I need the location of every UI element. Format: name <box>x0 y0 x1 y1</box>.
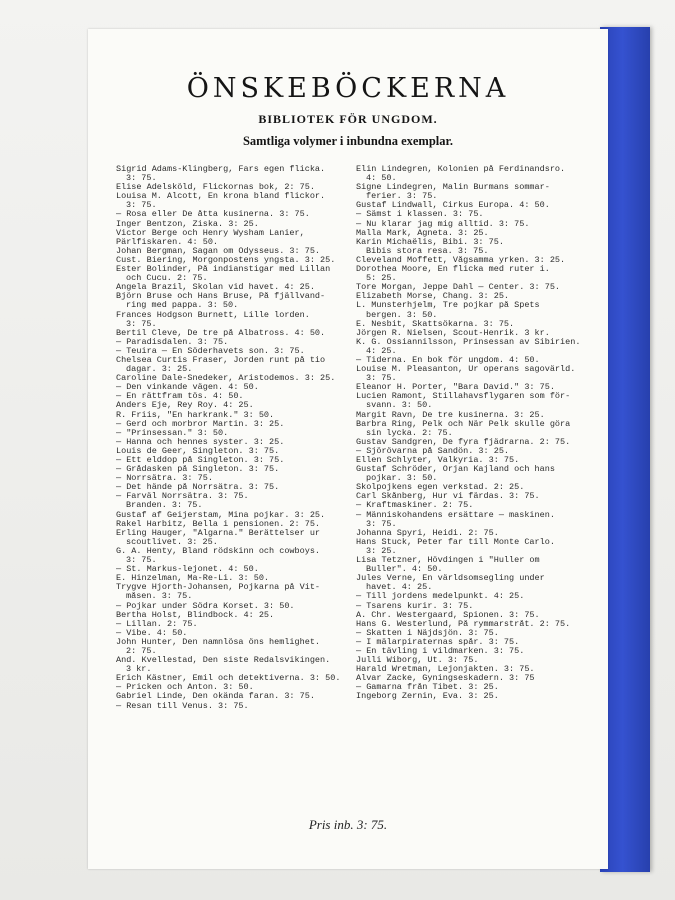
book-list-line: Pärlfiskaren. 4: 50. <box>116 237 219 247</box>
book-list-line: John Hunter, Den namnlösa öns hemlighet. <box>116 637 321 647</box>
book-list-line: måsen. 3: 75. <box>126 592 193 602</box>
book-list-line: Björn Bruse och Hans Bruse, På fjällvand- <box>116 292 326 302</box>
book-list-line: Jörgen R. Nielsen, Scout-Henrik. 3 kr. <box>356 328 550 338</box>
book-list-line: Elizabeth Morse, Chang. 3: 25. <box>356 292 510 302</box>
book-list-line: Carl Skånberg, Hur vi färdas. 3: 75. <box>356 492 540 502</box>
book-list-line: 5: 25. <box>366 274 397 284</box>
book-list-line: E. Nesbit, Skattsökarna. 3: 75. <box>356 319 515 329</box>
book-list-line: Gabriel Linde, Den okända faran. 3: 75. <box>116 692 315 702</box>
book-list-line: — I mälarpiraternas spår. 3: 75. <box>356 637 520 647</box>
book-list-line: — En rättfram tös. 4: 50. <box>116 392 244 402</box>
book-list-line: R. Friis, "En harkrank." 3: 50. <box>116 410 275 420</box>
book-list-line: — Människohandens ersättare — maskinen. <box>356 510 555 520</box>
book-list-left-column <box>116 165 354 711</box>
book-list-line: ring med pappa. 3: 50. <box>126 301 239 311</box>
book-list-line: Rakel Harbitz, Bella i pensionen. 2: 75. <box>116 519 321 529</box>
book-list-line: Bertil Cleve, De tre på Albatross. 4: 50. <box>116 328 326 338</box>
series-tagline: Samtliga volymer i inbundna exemplar. <box>242 134 454 148</box>
book-list-line: — Gamarna från Tibet. 3: 25. <box>356 683 499 693</box>
book-list-line: — En tävling i vildmarken. 3: 75. <box>356 646 525 656</box>
price-label: Pris inb. 3: 75. <box>308 817 388 832</box>
book-list-line: — Hanna och hennes syster. 3: 25. <box>116 437 285 447</box>
book-list-line: Ingeborg Zernin, Eva. 3: 25. <box>356 692 499 702</box>
book-list-line: Erich Kästner, Emil och detektiverna. 3: 50. <box>116 674 341 684</box>
book-list-line: Julli Wiborg, Ut. 3: 75. <box>356 656 479 666</box>
book-list-line: 3: 75. <box>126 556 157 566</box>
book-list-line: Frances Hodgson Burnett, Lille lorden. <box>116 310 310 320</box>
book-list-line: Victor Berge och Henry Wysham Lanier, <box>116 228 305 238</box>
book-list-line: — Lillan. 2: 75. <box>116 619 198 629</box>
book-list-line: Angela Brazil, Skolan vid havet. 4: 25. <box>116 283 315 293</box>
book-list-line: And. Kvellestad, Den siste Redalsvikingen. <box>116 656 331 666</box>
book-list-line: — Tiderna. En bok för ungdom. 4: 50. <box>356 355 540 365</box>
book-list-line: Louis de Geer, Singleton. 3: 75. <box>116 446 280 456</box>
book-list-line: 3: 75. <box>366 374 397 384</box>
book-list-line: — Grådasken på Singleton. 3: 75. <box>116 465 280 475</box>
book-list-line: — Norrsätra. 3: 75. <box>116 474 213 484</box>
book-list-line: och Cucu. 2: 75. <box>126 274 208 284</box>
book-list-line: Gustav Sandgren, De fyra fjädrarna. 2: 75. <box>356 437 571 447</box>
book-list-line: Inger Bentzon, Ziska. 3: 25. <box>116 219 259 229</box>
book-list-line: Caroline Dale-Snedeker, Aristodemos. 3: 25. <box>116 374 336 384</box>
book-list-right-column <box>356 165 594 702</box>
book-list-line: Anders Eje, Rey Roy. 4: 25. <box>116 401 254 411</box>
book-list-line: svann. 3: 50. <box>366 401 433 411</box>
book-list-line: Barbra Ring, Pelk och När Pelk skulle göra <box>356 419 571 429</box>
book-list-line: Bertha Holst, Blindbock. 4: 25. <box>116 610 275 620</box>
book-list-line: Johan Bergman, Sagan om Odysseus. 3: 75. <box>116 246 321 256</box>
book-list-line: Alvar Zacke, Gyningseskadern. 3: 75 <box>356 674 535 684</box>
book-list-line: Gustaf Lindwall, Cirkus Europa. 4: 50. <box>356 201 550 211</box>
book-list-line: dagar. 3: 25. <box>126 365 193 375</box>
book-list-line: — Den vinkande vägen. 4: 50. <box>116 383 259 393</box>
book-list-line: 3: 75. <box>366 519 397 529</box>
series-subtitle: BIBLIOTEK FÖR UNGDOM. <box>258 112 438 126</box>
book-list-line: sin lycka. 2: 75. <box>366 428 453 438</box>
book-list-line: Hans G. Westerlund, På rymmarstråt. 2: 75. <box>356 619 571 629</box>
book-list-line: scoutlivet. 3: 25. <box>126 537 218 547</box>
book-list-line: — Till jordens medelpunkt. 4: 25. <box>356 592 525 602</box>
book-list-line: Harald Wretman, Lejonjakten. 3: 75. <box>356 665 535 675</box>
book-list-line: Elise Adelsköld, Flickornas bok, 2: 75. <box>116 183 315 193</box>
book-list-line: havet. 4: 25. <box>366 583 433 593</box>
series-title: ÖNSKEBÖCKERNA <box>186 73 510 104</box>
book-list-line: Bibis stora resa. 3: 75. <box>366 246 489 256</box>
book-list-line: Lisa Tetzner, Hövdingen i "Huller om <box>356 556 540 566</box>
book-list-line: — Pricken och Anton. 3: 50. <box>116 683 254 693</box>
book-list-line: Elin Lindegren, Kolonien på Ferdinandsro. <box>356 165 566 174</box>
book-list-line: Dorothea Moore, En flicka med ruter i. <box>356 265 550 275</box>
book-list-line: — Det hände på Norrsätra. 3: 75. <box>116 483 280 493</box>
book-list-line: — Sämst i klassen. 3: 75. <box>356 210 484 220</box>
book-list-line: Johanna Spyri, Heidi. 2: 75. <box>356 528 499 538</box>
book-list-line: G. A. Henty, Bland rödskinn och cowboys. <box>116 546 321 556</box>
book-list-line: Lucien Ramont, Stillahavsflygaren som för- <box>356 392 571 402</box>
book-list-line: Sigrid Adams-Klingberg, Fars egen flicka. <box>116 165 326 174</box>
back-cover <box>88 29 608 869</box>
book-list-line: A. Chr. Westergaard, Spionen. 3: 75. <box>356 610 540 620</box>
book-list-line: Hans Stuck, Peter far till Monte Carlo. <box>356 537 555 547</box>
book-list-line: 3 kr. <box>126 665 152 675</box>
book-list-line: Cleveland Moffett, Vågsamma yrken. 3: 25. <box>356 255 566 265</box>
book-list-line: — "Prinsessan." 3: 50. <box>116 428 229 438</box>
book-list-line: Buller". 4: 50. <box>366 565 443 575</box>
book-list-line: Cust. Biering, Morgonpostens yngsta. 3: 25. <box>116 255 336 265</box>
book-list-line: L. Munsterhjelm, Tre pojkar på Spets <box>356 301 540 311</box>
book-list-line: Louisa M. Alcott, En krona bland flickor. <box>116 192 326 202</box>
book-list-line: Erling Hauger, "Algarna." Berättelser ur <box>116 528 321 538</box>
book-list-line: E. Hinzelman, Ma-Re-Li. 3: 50. <box>116 574 270 584</box>
book-list-line: Skolpojkens egen verkstad. 2: 25. <box>356 483 525 493</box>
book-list-line: — Teuira — En Söderhavets son. 3: 75. <box>116 346 305 356</box>
book-list-line: — Paradisdalen. 3: 75. <box>116 337 229 347</box>
book-list-line: 3: 75. <box>126 319 157 329</box>
book-list-line: 4: 25. <box>366 346 397 356</box>
book-list-line: — Nu klarar jag mig alltid. 3: 75. <box>356 219 530 229</box>
book-list-line: Branden. 3: 75. <box>126 501 203 511</box>
book-list-line: Louise M. Pleasanton, Ur operans sagovärld. <box>356 365 576 375</box>
book-list-line: 3: 75. <box>126 201 157 211</box>
book-list-line: — Rosa eller De åtta kusinerna. 3: 75. <box>116 210 310 220</box>
book-list-line: Gustaf af Geijerstam, Mina pojkar. 3: 25. <box>116 510 326 520</box>
book-list-line: — Vibe. 4: 50. <box>116 628 188 638</box>
book-list-line: — St. Markus-lejonet. 4: 50. <box>116 565 259 575</box>
book-list-line: — Ett elddop på Singleton. 3: 75. <box>116 456 285 465</box>
book-list-line: Karin Michaëlis, Bibi. 3: 75. <box>356 237 504 247</box>
book-list-line: Jules Verne, En världsomsegling under <box>356 574 545 584</box>
book-list-line: — Tsarens kurir. 3: 75. <box>356 601 474 611</box>
book-list-line: bergen. 3: 50. <box>366 310 438 320</box>
book-list-line: — Sjörövarna på Sandön. 3: 25. <box>356 446 510 456</box>
book-list-line: — Pojkar under Södra Korset. 3: 50. <box>116 601 295 611</box>
book-list-line: — Kraftmaskiner. 2: 75. <box>356 501 474 511</box>
book-list-line: Eleanor H. Porter, "Bara David." 3: 75. <box>356 383 555 393</box>
book-list-line: pojkar. 3: 50. <box>366 474 438 484</box>
book-list-line: Margit Ravn, De tre kusinerna. 3: 25. <box>356 410 545 420</box>
book-list-line: K. G. Ossiannilsson, Prinsessan av Sibirien. <box>356 337 581 347</box>
book-list-line: — Skatten i Näjdsjön. 3: 75. <box>356 628 499 638</box>
book-list-line: Tore Morgan, Jeppe Dahl — Center. 3: 75. <box>356 283 561 293</box>
book-list-line: ferier. 3: 75. <box>366 192 438 202</box>
book-list-line: Chelsea Curtis Fraser, Jorden runt på tio <box>116 355 326 365</box>
book-list-line: 3: 25. <box>366 546 397 556</box>
book-list-line: — Farväl Norrsätra. 3: 75. <box>116 492 249 502</box>
book-list-line: 2: 75. <box>126 646 157 656</box>
book-list-line: — Resan till Venus. 3: 75. <box>116 701 249 711</box>
book-list-line: Malla Mark, Agneta. 3: 25. <box>356 228 489 238</box>
book-list-line: 3: 75. <box>126 174 157 184</box>
book-list-line: Ellen Schlyter, Valkyria. 3: 75. <box>356 456 520 465</box>
book-list-line: Trygve Hjorth-Johansen, Pojkarna på Vit- <box>116 583 321 593</box>
book-list-line: — Gerd och morbror Martin. 3: 25. <box>116 419 285 429</box>
book-list-line: Ester Bolinder, På indianstigar med Lillan <box>116 265 331 275</box>
book-list-line: Signe Lindegren, Malin Burmans sommar- <box>356 183 550 193</box>
book-list-line: 4: 50. <box>366 174 397 184</box>
book-list-line: Gustaf Schröder, Örjan Kajland och hans <box>356 465 555 475</box>
